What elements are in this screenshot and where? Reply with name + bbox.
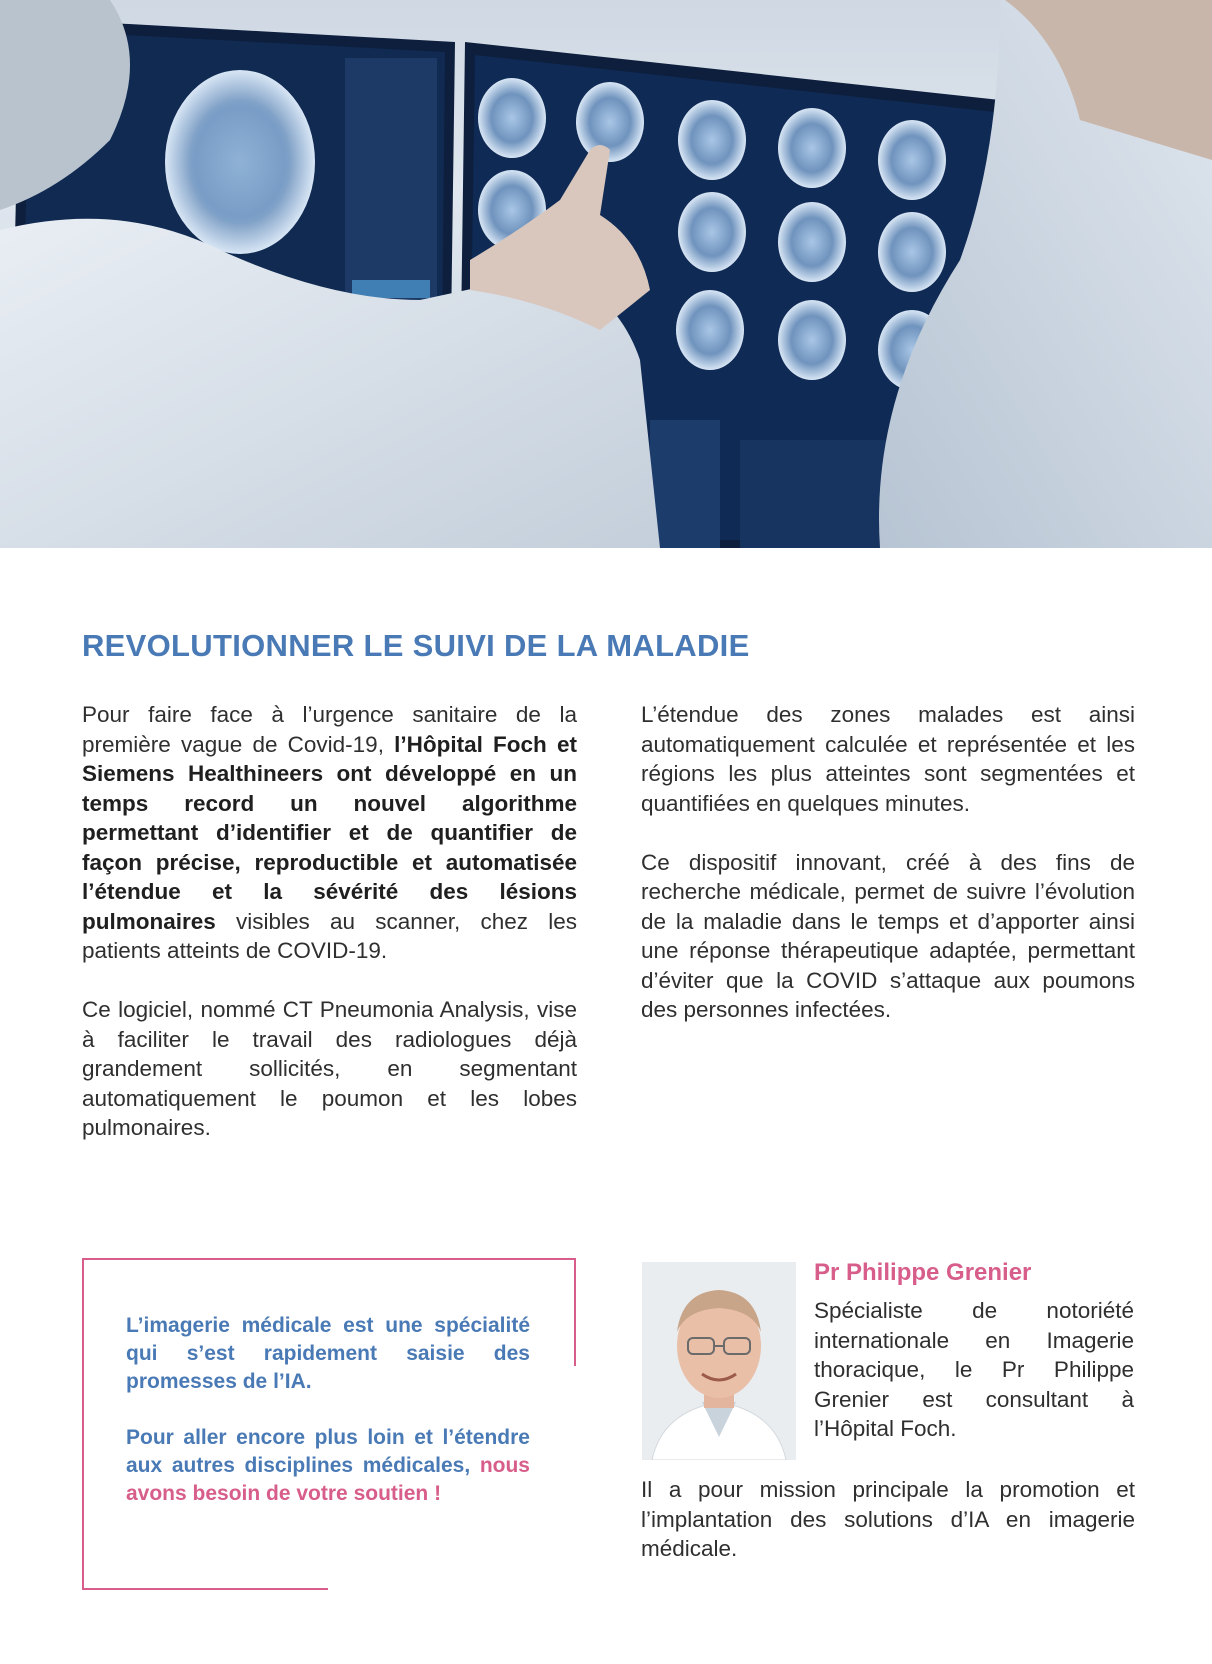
quote-box [82,1258,576,1590]
right-paragraph-1: L’étendue des zones malades est ainsi automatiquement calculée et représentée et les régions les plus atteintes sont segmentées et quantifiées en quelques minutes. [641,702,1135,816]
left-p1-bold: l’Hôpital Foch et Siemens Healthineers ont développé en un temps record un nouvel algorithme permettant d’identifier et de quantifier de façon précise, reproductible et automatisée l’étendue et la sévérité des lésions pulmonaires [82,731,577,934]
quote-p2-start: Pour aller encore plus loin et l’étendre aux autres disciplines médicales, [126,1426,530,1477]
quote-border-right [574,1258,576,1366]
bio-name: Pr Philippe Grenier [814,1259,1032,1286]
bio-description: Spécialiste de notoriété internationale en Imagerie thoracique, le Pr Philippe Grenier est consultant à l’Hôpital Foch. [814,1298,1134,1441]
quote-p2-highlight: nous avons besoin de votre soutien ! [126,1454,530,1505]
portrait-photo [642,1262,796,1460]
left-column [82,700,577,1172]
quote-paragraph-2 [126,1424,530,1508]
left-p1-end: visibles au scanner, chez les patients atteints de COVID-19. [82,908,577,963]
quote-border-left [82,1258,84,1590]
section-title: REVOLUTIONNER LE SUIVI DE LA MALADIE [82,628,750,663]
right-paragraph-2: Ce dispositif innovant, créé à des fins de recherche médicale, permet de suivre l’évolution de la maladie dans le temps et d’apporter ainsi une réponse thérapeutique adaptée, permettant d’éviter que la COVID s’attaque aux poumons des personnes infectées. [641,849,1135,1022]
left-p1-intro: Pour faire face à l’urgence sanitaire de la première vague de Covid-19, [82,702,577,757]
right-column [641,700,1135,1054]
portrait-illustration [642,1262,796,1460]
quote-border-top [82,1258,576,1260]
hero-image [0,0,1212,548]
quote-border-bottom [82,1588,328,1590]
quote-text [126,1312,530,1536]
brain-scan-monitors-illustration [0,0,1212,548]
quote-paragraph-1: L’imagerie médicale est une spécialité qui s’est rapidement saisie des promesses de l’IA. [126,1314,530,1393]
left-paragraph-1 [82,700,577,966]
bio-mission: Il a pour mission principale la promotion et l’implantation des solutions d’IA en imagerie médicale. [641,1477,1135,1561]
left-paragraph-2: Ce logiciel, nommé CT Pneumonia Analysis, vise à faciliter le travail des radiologues déjà grandement sollicités, en segmentant automatiquement le poumon et les lobes pulmonaires. [82,997,577,1140]
